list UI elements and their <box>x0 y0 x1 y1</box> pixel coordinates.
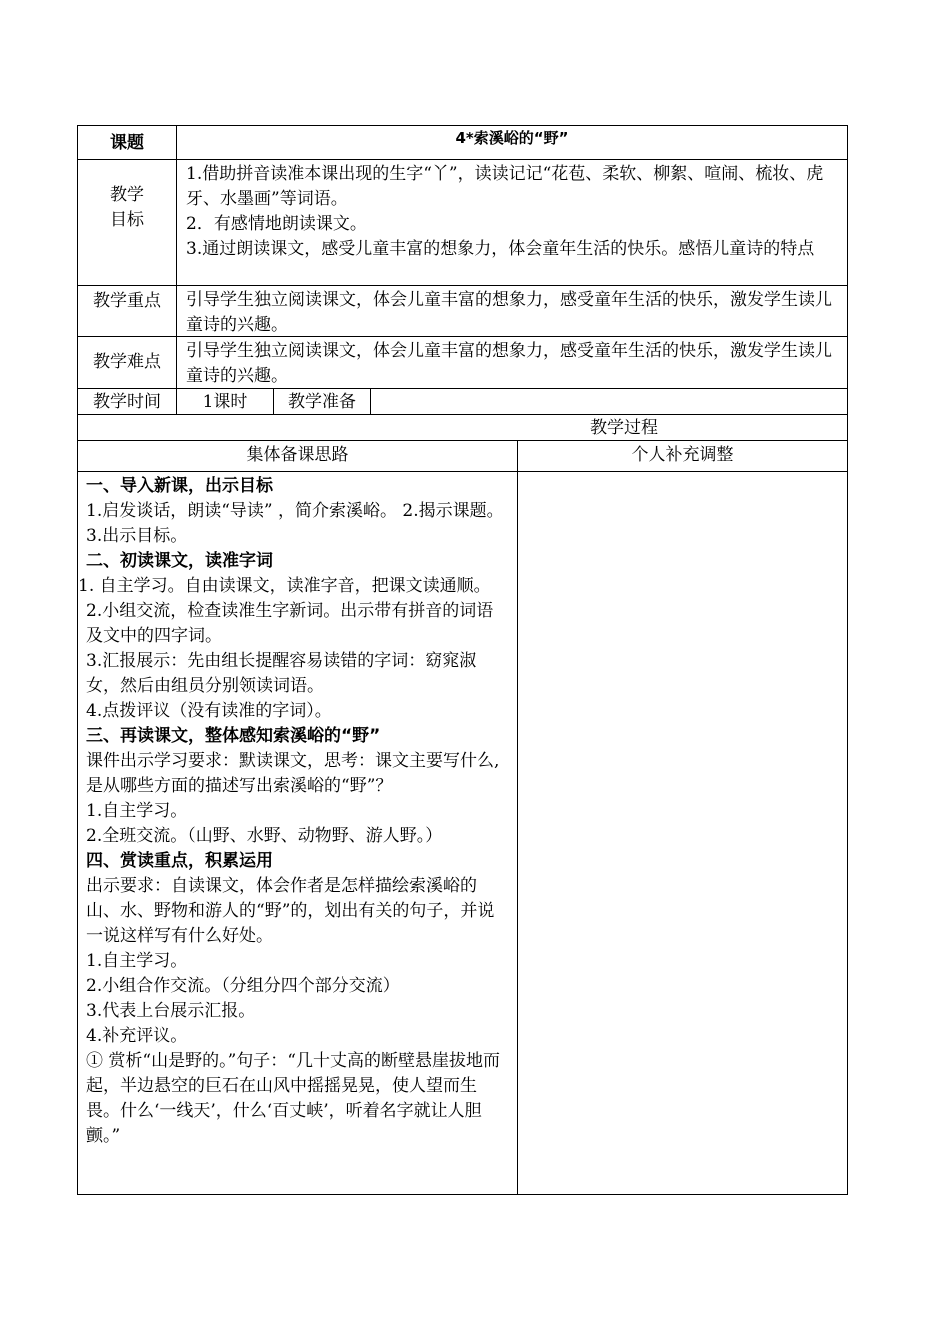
goals-label-line1: 教学 <box>110 185 144 205</box>
topic-label: 课题 <box>110 133 144 153</box>
table-border-left <box>77 125 78 1195</box>
time-value: 1课时 <box>202 392 248 412</box>
time-label: 教学时间 <box>93 392 161 412</box>
section-line: 2.小组合作交流。（分组分四个部分交流） <box>86 976 400 996</box>
section-line: ① 赏析“山是野的。”句子：“几十丈高的断壁悬崖拔地而起，半边悬空的巨石在山风中摇摇晃晃，使人望而生畏。什么‘一线天’，什么‘百丈峡’，听着名字就让人胆颤。” <box>86 1051 500 1146</box>
section-line: 3.出示目标。 <box>86 526 188 546</box>
topic-title: 4*索溪峪的“野” <box>455 129 569 147</box>
group-plan-header: 集体备课思路 <box>246 445 349 465</box>
section-line: 3.代表上台展示汇报。 <box>86 1001 256 1021</box>
process-title: 教学过程 <box>590 418 658 438</box>
goals-content <box>186 162 844 262</box>
key-point-text: 引导学生独立阅读课文，体会儿童丰富的想象力，感受童年生活的快乐，激发学生读儿童诗的兴趣。 <box>186 290 832 335</box>
section-line: 1.自主学习。 <box>86 951 188 971</box>
section-line: 3.汇报展示：先由组长提醒容易读错的字词：窈窕淑女，然后由组员分别领读词语。 <box>86 651 477 696</box>
table-border-bottom <box>77 1194 848 1195</box>
section-line: 1.启发谈话，朗读“导读” ，简介索溪峪。 2.揭示课题。 <box>86 501 504 521</box>
section-heading: 二、初读课文，读准字词 <box>86 551 273 571</box>
section-line: 4.补充评议。 <box>86 1026 188 1046</box>
personal-adjust-header: 个人补充调整 <box>631 445 734 465</box>
section-line: 1.自主学习。 <box>86 801 188 821</box>
row-divider <box>77 285 848 286</box>
group-plan-content <box>78 474 510 1149</box>
key-point-label: 教学重点 <box>93 291 161 311</box>
section-line: 4.点拨评议（没有读准的字词）。 <box>86 701 332 721</box>
column-divider <box>370 388 371 414</box>
difficulty-label: 教学难点 <box>93 352 161 372</box>
row-divider <box>77 159 848 160</box>
prep-label: 教学准备 <box>288 392 356 412</box>
section-heading: 三、再读课文，整体感知索溪峪的“野” <box>86 726 381 746</box>
goals-label <box>78 183 176 233</box>
goals-label-line2: 目标 <box>110 210 144 230</box>
goal-item: 3.通过朗读课文，感受儿童丰富的想象力，体会童年生活的快乐。感悟儿童诗的特点 <box>186 239 815 259</box>
section-line: 出示要求：自读课文，体会作者是怎样描绘索溪峪的山、水、野物和游人的“野”的，划出有关的句子，并说一说这样写有什么好处。 <box>86 876 495 946</box>
difficulty-text: 引导学生独立阅读课文，体会儿童丰富的想象力，感受童年生活的快乐，激发学生读儿童诗的兴趣。 <box>186 341 832 386</box>
table-border-right <box>847 125 848 1195</box>
section-line: 2.全班交流。（山野、水野、动物野、游人野。） <box>86 826 443 846</box>
table-border-top <box>77 125 848 126</box>
section-line: 1. 自主学习。自由读课文，读准字音，把课文读通顺。 <box>78 576 491 596</box>
goal-item: 1.借助拼音读准本课出现的生字“丫”，读读记记“花苞、柔软、柳絮、喧闹、梳妆、虎牙、水墨画”等词语。 <box>186 164 824 209</box>
section-heading: 一、导入新课，出示目标 <box>86 476 273 496</box>
goal-item: 2．有感情地朗读课文。 <box>186 214 367 234</box>
section-line: 课件出示学习要求：默读课文，思考：课文主要写什么,是从哪些方面的描述写出索溪峪的“野”？ <box>86 751 500 796</box>
column-divider <box>176 125 177 414</box>
section-heading: 四、赏读重点，积累运用 <box>86 851 273 871</box>
personal-adjust-content <box>518 472 847 1194</box>
section-line: 2.小组交流，检查读准生字新词。出示带有拼音的词语及文中的四字词。 <box>86 601 494 646</box>
